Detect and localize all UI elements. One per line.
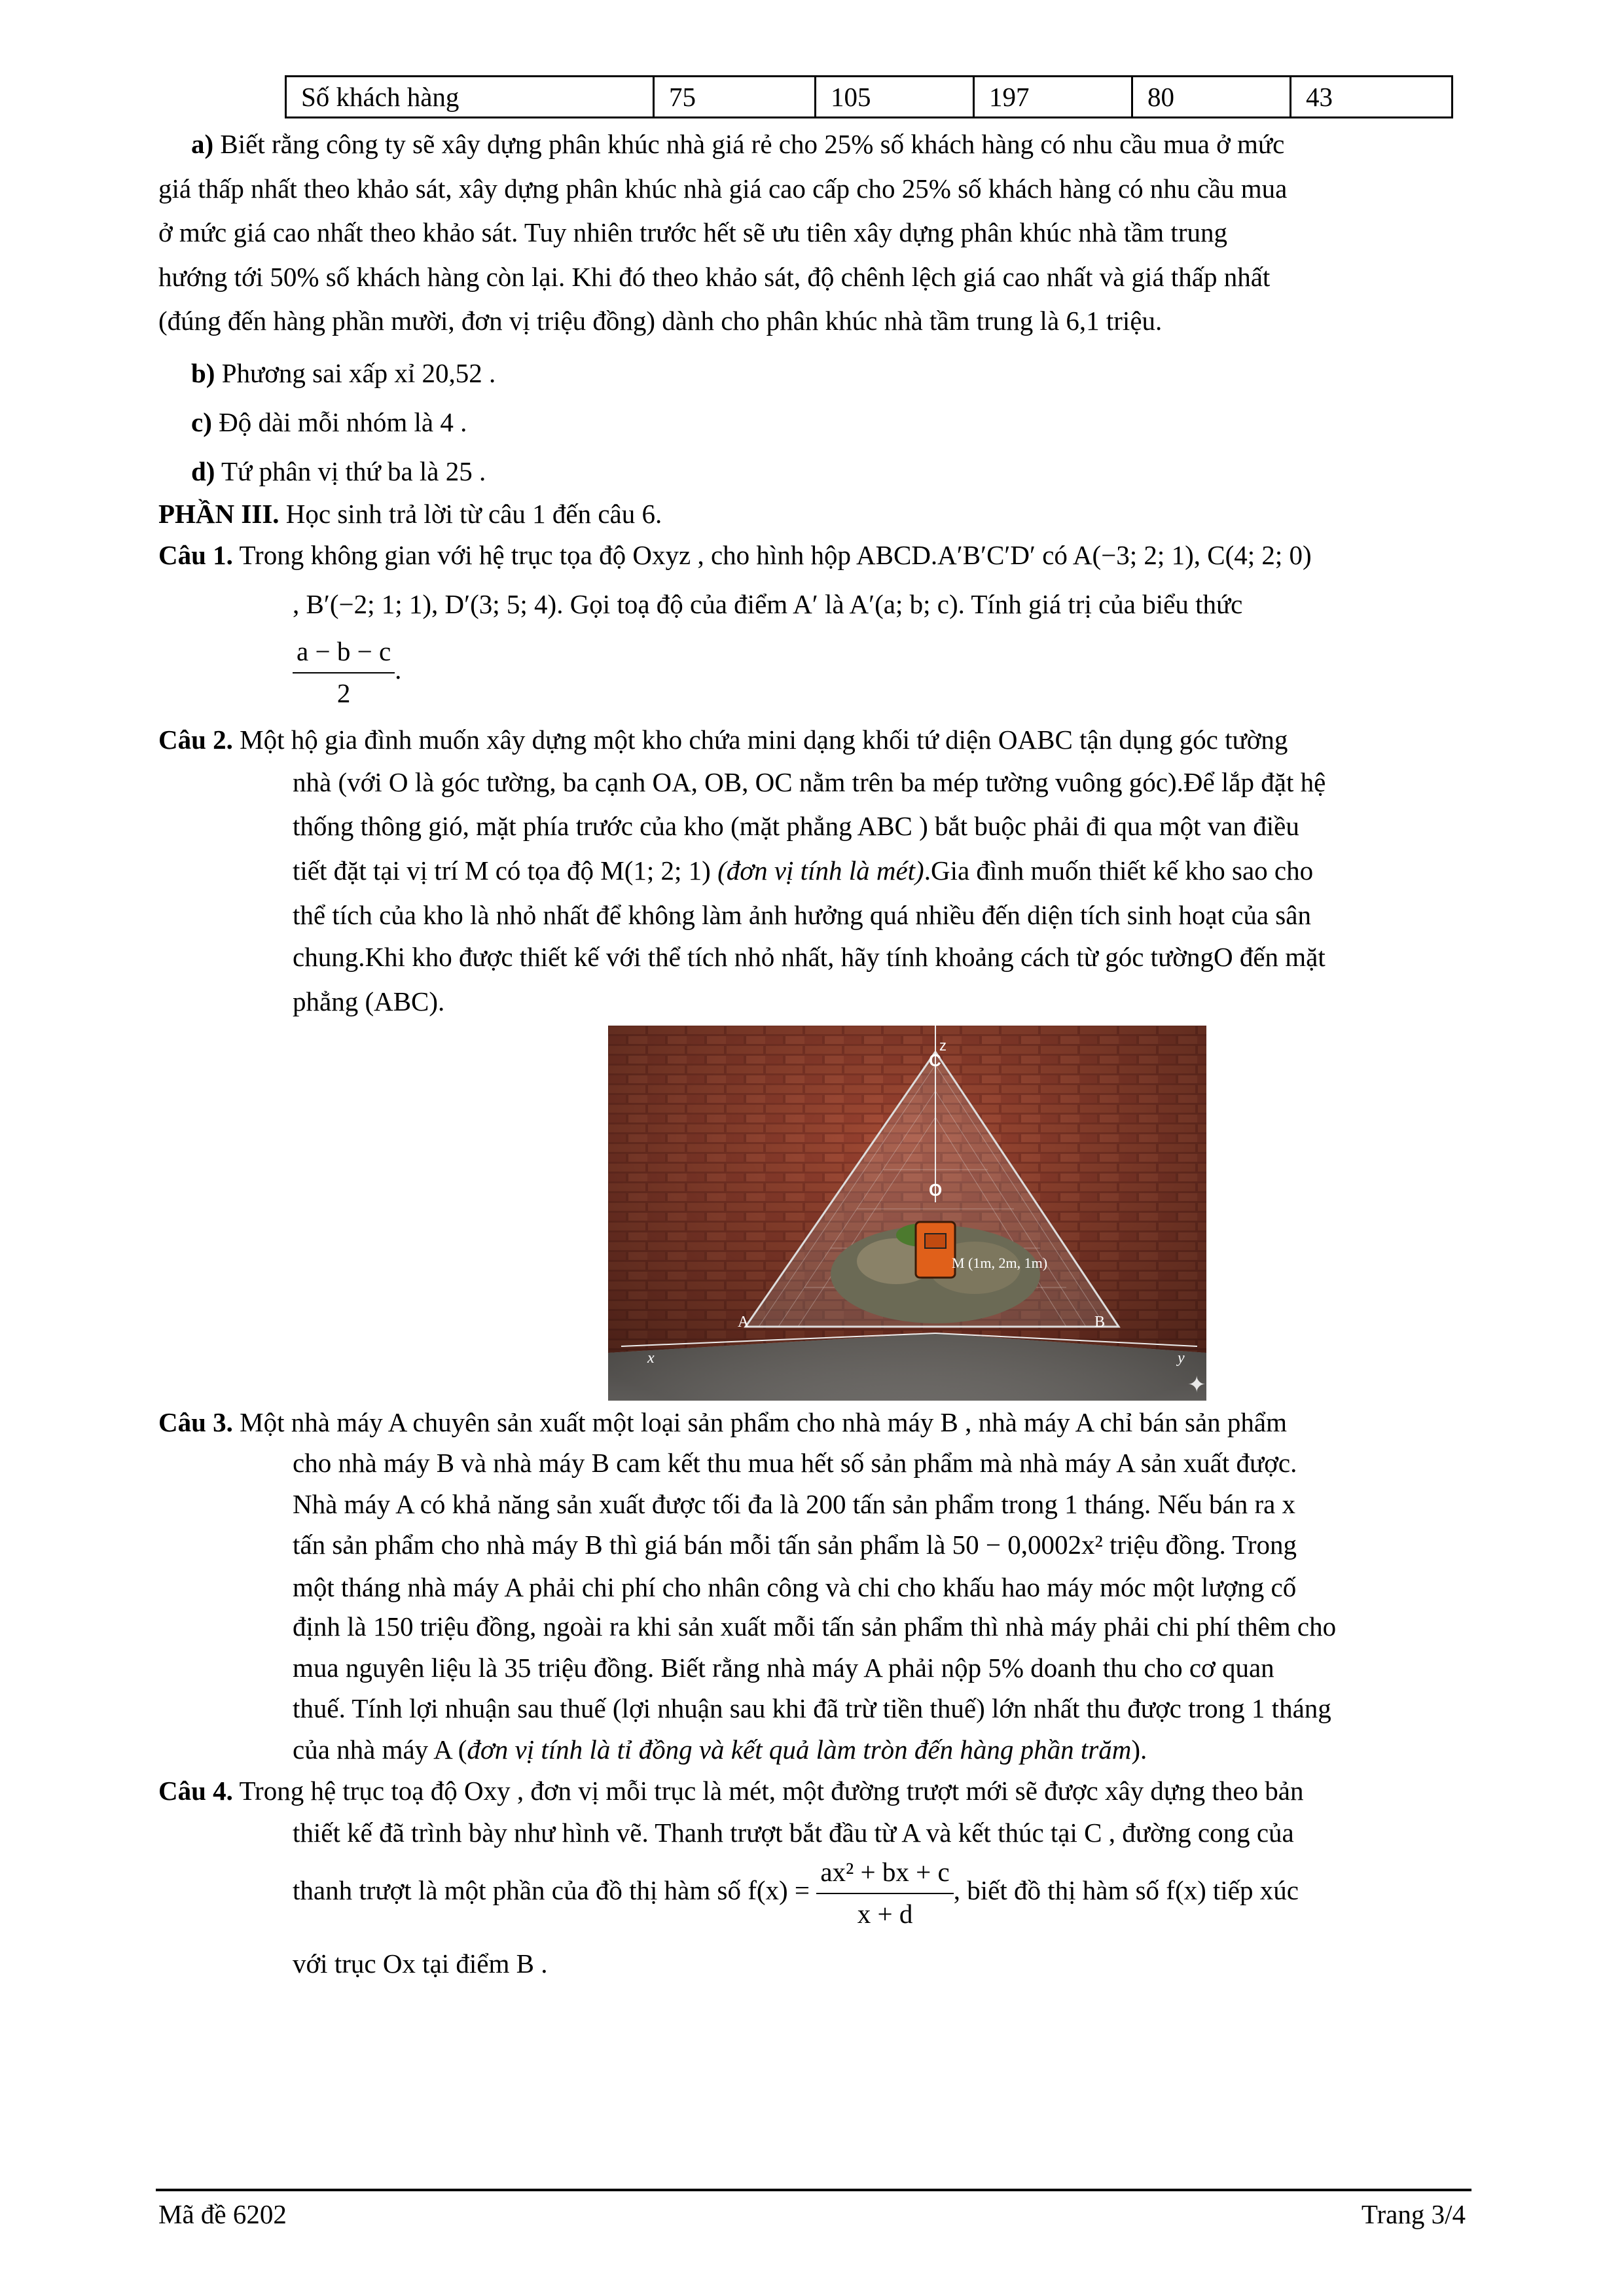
- label-o: O: [929, 1180, 943, 1200]
- label-z: z: [939, 1037, 947, 1054]
- fraction-denominator: 2: [336, 677, 351, 708]
- table-cell: 43: [1291, 77, 1453, 118]
- question-2-line: thống thông gió, mặt phía trước của kho (mặt phẳng ABC ) bắt buộc phải đi qua một van điều: [293, 811, 1299, 841]
- page-number: Trang 3/4: [1361, 2199, 1466, 2229]
- sparkle-icon: ✦: [1187, 1373, 1206, 1397]
- question-2-line: nhà (với O là góc tường, ba cạnh OA, OB, OC nằm trên ba mép tường vuông góc).Để lắp đặt hệ: [293, 767, 1326, 797]
- fraction-numerator: a − b − c: [293, 632, 395, 673]
- question-1-label: Câu 1.: [158, 540, 233, 570]
- part3-heading: [158, 494, 1468, 535]
- corner-storage-figure: [608, 1026, 1206, 1401]
- exam-code: Mã đề 6202: [158, 2199, 287, 2229]
- part3-title: PHẦN III.: [158, 499, 280, 529]
- fraction-numerator: ax² + bx + c: [816, 1852, 953, 1894]
- label-y: y: [1178, 1350, 1185, 1367]
- question-2: [158, 720, 1468, 761]
- question-3-line: thuế. Tính lợi nhuận sau thuế (lợi nhuận sau khi đã trừ tiền thuế) lớn nhất thu được trong 1 tháng: [293, 1693, 1331, 1723]
- part3-subtitle: Học sinh trả lời từ câu 1 đến câu 6.: [285, 499, 662, 529]
- question-3-text: Một nhà máy A chuyên sản xuất một loại sản phẩm cho nhà máy B , nhà máy A chỉ bán sản phẩm: [240, 1407, 1288, 1437]
- question-2-text: .Gia đình muốn thiết kế kho sao cho: [924, 855, 1314, 886]
- item-a-line: [191, 124, 1500, 165]
- question-3-text: của nhà máy A (: [293, 1734, 467, 1765]
- item-d-text: Tứ phân vị thứ ba là 25 .: [221, 456, 486, 486]
- item-d-label: d): [191, 456, 215, 486]
- question-2-line: thể tích của kho là nhỏ nhất để không làm ảnh hưởng quá nhiều đến diện tích sinh hoạt của sân: [293, 900, 1311, 930]
- question-3: [158, 1403, 1468, 1443]
- item-b-label: b): [191, 358, 215, 388]
- question-3-line: định là 150 triệu đồng, ngoài ra khi sản xuất mỗi tấn sản phẩm thì nhà máy phải chi phí thêm cho: [293, 1611, 1337, 1641]
- question-3-line: tấn sản phẩm cho nhà máy B thì giá bán mỗi tấn sản phẩm là 50 − 0,0002x² triệu đồng. Trong: [293, 1530, 1297, 1560]
- table-cell: 105: [816, 77, 974, 118]
- label-b: B: [1094, 1314, 1106, 1331]
- fraction-tail: .: [395, 654, 402, 685]
- fraction: [293, 632, 395, 713]
- question-3-line: cho nhà máy B và nhà máy B cam kết thu mua hết số sản phẩm mà nhà máy A sản xuất được.: [293, 1448, 1297, 1478]
- item-a-line: giá thấp nhất theo khảo sát, xây dựng phân khúc nhà giá cao cấp cho 25% số khách hàng có nhu cầu mua: [158, 173, 1288, 204]
- question-1-text: Trong không gian với hệ trục tọa độ Oxyz , cho hình hộp ABCD.A′B′C′D′ có A(−3; 2; 1), C(4; 2; 0): [239, 540, 1312, 570]
- question-2-text: tiết đặt tại vị trí M có tọa độ M(1; 2; 1): [293, 855, 718, 886]
- table-cell: 75: [654, 77, 816, 118]
- question-3-label: Câu 3.: [158, 1407, 233, 1437]
- question-4-line: với trục Ox tại điểm B .: [293, 1948, 548, 1979]
- item-d: [191, 452, 1500, 492]
- table-cell-label: Số khách hàng: [286, 77, 654, 118]
- question-4: [158, 1771, 1468, 1812]
- question-2-line: chung.Khi kho được thiết kế với thể tích nhỏ nhất, hãy tính khoảng cách từ góc tườngO đến mặt: [293, 942, 1326, 972]
- question-4-text: , biết đồ thị hàm số f(x) tiếp xúc: [953, 1874, 1299, 1905]
- question-3-text: ).: [1131, 1734, 1147, 1765]
- question-1: [158, 535, 1468, 576]
- item-a-text: Biết rằng công ty sẽ xây dựng phân khúc nhà giá rẻ cho 25% số khách hàng có nhu cầu mua ở mức: [220, 129, 1285, 159]
- customer-count-table: [285, 75, 1453, 118]
- question-3-line: mua nguyên liệu là 35 triệu đồng. Biết rằng nhà máy A phải nộp 5% doanh thu cho cơ quan: [293, 1653, 1274, 1683]
- vent-box: [916, 1222, 955, 1278]
- question-2-text: Một hộ gia đình muốn xây dựng một kho chứa mini dạng khối tứ diện OABC tận dụng góc tường: [240, 725, 1288, 755]
- question-3-unit-note: đơn vị tính là tỉ đồng và kết quả làm tròn đến hàng phần trăm: [467, 1734, 1132, 1765]
- fraction-denominator: x + d: [857, 1898, 913, 1929]
- question-3-line: một tháng nhà máy A phải chi phí cho nhân công và chi cho khấu hao máy móc một lượng cố: [293, 1572, 1297, 1602]
- question-4-text: thanh trượt là một phần của đồ thị hàm số f(x) =: [293, 1874, 810, 1905]
- item-a-line: hướng tới 50% số khách hàng còn lại. Khi đó theo khảo sát, độ chênh lệch giá cao nhất và giá thấp nhất: [158, 262, 1271, 292]
- item-c-text: Độ dài mỗi nhóm là 4 .: [219, 407, 467, 437]
- label-m: M (1m, 2m, 1m): [952, 1255, 1048, 1271]
- table-row: [286, 77, 1453, 118]
- question-2-unit-note: (đơn vị tính là mét): [717, 855, 924, 886]
- question-4-line: [293, 1852, 1556, 1934]
- corner-figure-svg: [608, 1026, 1206, 1401]
- table-cell: 80: [1132, 77, 1291, 118]
- question-2-line: [293, 851, 1556, 891]
- question-4-line: thiết kế đã trình bày như hình vẽ. Thanh trượt bắt đầu từ A và kết thúc tại C , đường cong của: [293, 1818, 1294, 1848]
- question-2-line: phẳng (ABC).: [293, 986, 445, 1016]
- question-1-line: , B′(−2; 1; 1), D′(3; 5; 4). Gọi toạ độ của điểm A′ là A′(a; b; c). Tính giá trị của biểu thức: [293, 589, 1243, 619]
- item-c-label: c): [191, 407, 212, 437]
- label-a: A: [738, 1314, 749, 1331]
- item-a-line: ở mức giá cao nhất theo khảo sát. Tuy nhiên trước hết sẽ ưu tiên xây dựng phân khúc nhà tầm trung: [158, 217, 1227, 247]
- item-a-label: a): [191, 129, 214, 159]
- item-b-text: Phương sai xấp xỉ 20,52 .: [221, 358, 496, 388]
- label-c: C: [929, 1050, 941, 1070]
- question-3-line: Nhà máy A có khả năng sản xuất được tối đa là 200 tấn sản phẩm trong 1 tháng. Nếu bán ra x: [293, 1489, 1296, 1519]
- item-b: [191, 353, 1500, 394]
- question-1-expression: [293, 632, 1556, 713]
- question-4-label: Câu 4.: [158, 1776, 233, 1806]
- item-a-line: (đúng đến hàng phần mười, đơn vị triệu đồng) dành cho phân khúc nhà tầm trung là 6,1 triệu.: [158, 306, 1163, 336]
- question-4-text: Trong hệ trục toạ độ Oxy , đơn vị mỗi trục là mét, một đường trượt mới sẽ được xây dựng theo bản: [239, 1776, 1304, 1806]
- item-c: [191, 403, 1500, 443]
- fraction: [816, 1852, 953, 1934]
- question-3-line: [293, 1730, 1556, 1770]
- label-x: x: [647, 1350, 655, 1367]
- footer-divider: [156, 2189, 1471, 2191]
- question-2-label: Câu 2.: [158, 725, 233, 755]
- table-cell: 197: [974, 77, 1132, 118]
